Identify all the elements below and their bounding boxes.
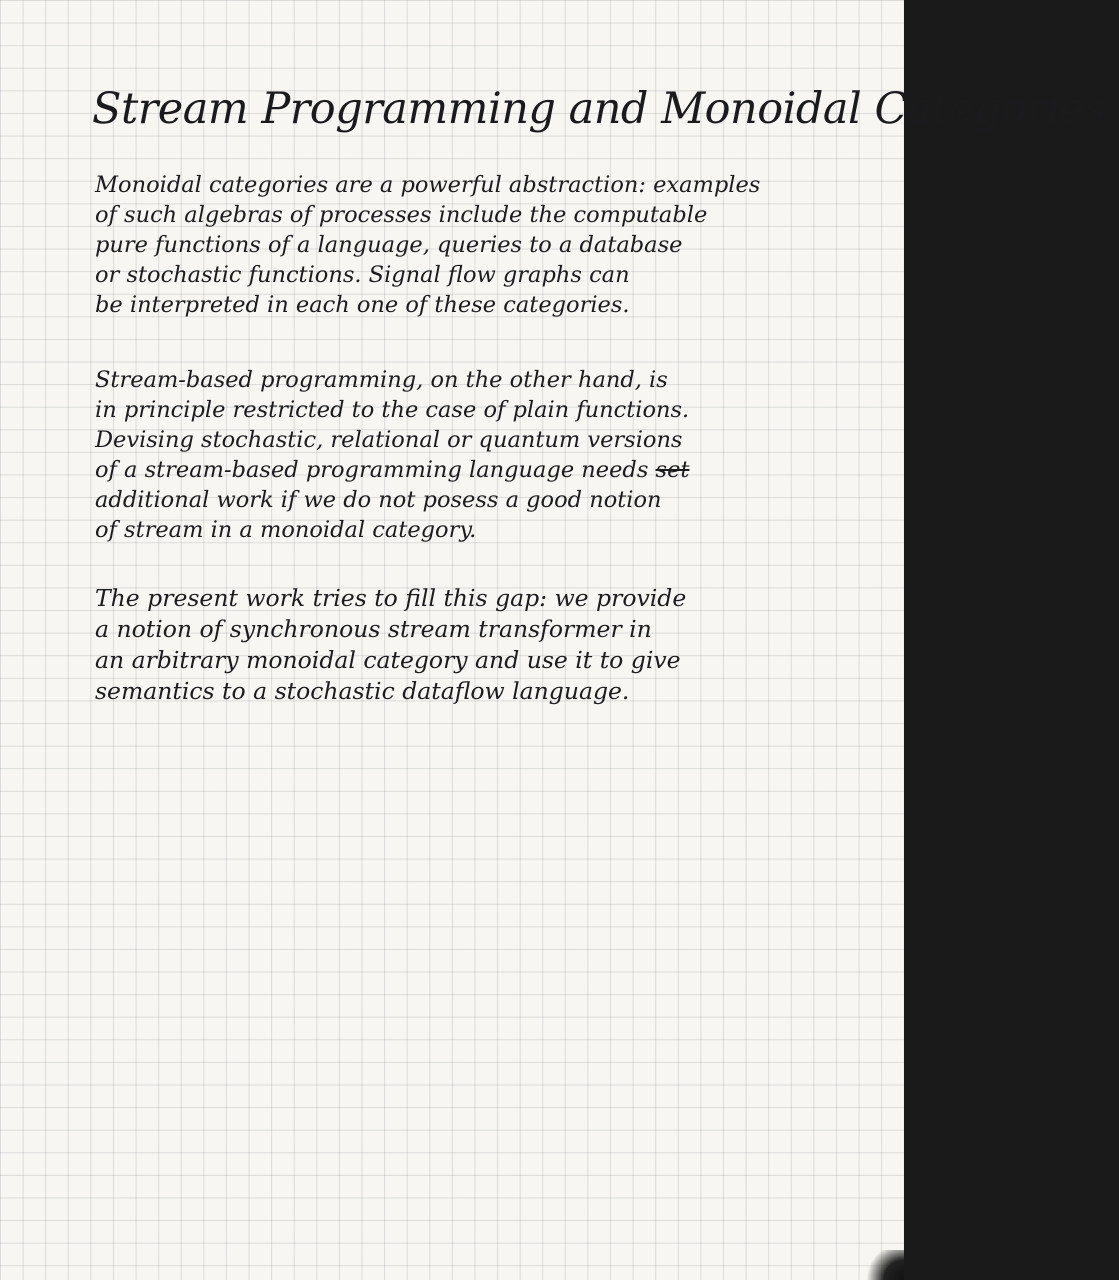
text-line: of such algebras of processes include the computable <box>95 202 708 228</box>
text-line-with-strike <box>95 455 795 485</box>
text-line: of stream in a monoidal category. <box>95 517 477 543</box>
paragraph-stream-programming <box>95 365 795 545</box>
text-line: Monoidal categories are a powerful abstraction: examples <box>95 172 761 198</box>
text-line: of a stream-based programming language needs <box>95 457 649 483</box>
text-line: semantics to a stochastic dataflow language. <box>95 677 630 705</box>
text-line: pure functions of a language, queries to a database <box>95 232 683 258</box>
text-line: The present work tries to fill this gap: we provide <box>95 584 687 612</box>
text-line: an arbitrary monoidal category and use it to give <box>95 646 681 674</box>
struck-word: set <box>655 457 690 483</box>
text-line: in principle restricted to the case of plain functions. <box>95 397 690 423</box>
text-line: or stochastic functions. Signal flow graphs can <box>95 262 630 288</box>
paragraph-monoidal-categories <box>95 170 795 320</box>
text-line: Devising stochastic, relational or quantum versions <box>95 427 683 453</box>
text-line: a notion of synchronous stream transformer in <box>95 615 652 643</box>
page-title: Stream Programming and Monoidal Categories. <box>92 84 1119 134</box>
text-line: be interpreted in each one of these categories. <box>95 292 630 318</box>
text-line: additional work if we do not posess a good notion <box>95 487 662 513</box>
paragraph-present-work <box>95 583 795 707</box>
text-line: Stream-based programming, on the other hand, is <box>95 367 668 393</box>
page-corner-shadow <box>864 1250 904 1280</box>
